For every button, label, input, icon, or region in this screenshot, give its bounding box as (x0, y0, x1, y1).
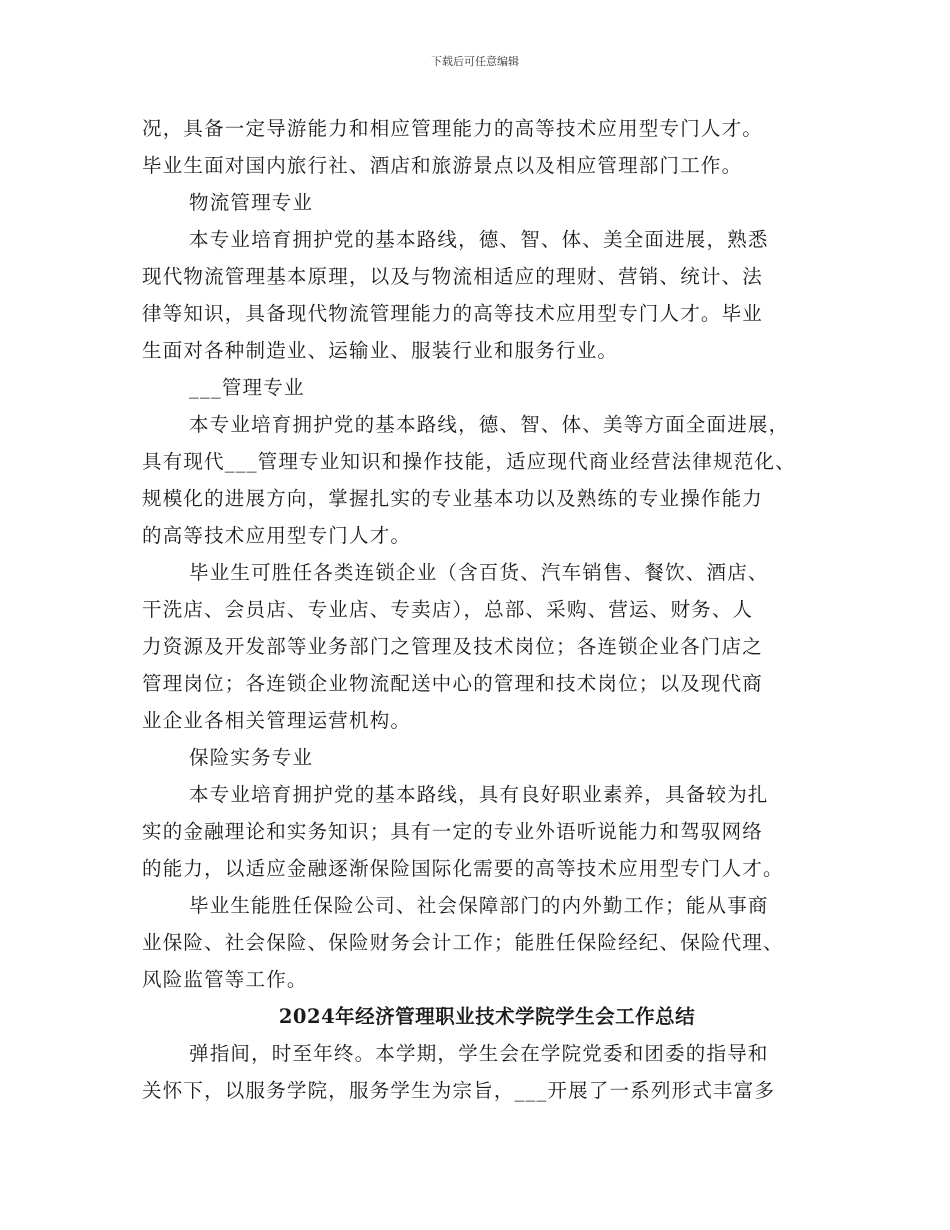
text-line: 干洗店、会员店、专业店、专卖店），总部、采购、营运、财务、人 (142, 598, 754, 621)
text-line: 况，具备一定导游能力和相应管理能力的高等技术应用型专门人才。 (142, 117, 764, 140)
text-line: 弹指间，时至年终。本学期，学生会在学院党委和团委的指导和 (189, 1042, 769, 1065)
text-line: 风险监管等工作。 (142, 968, 308, 991)
text-line: 毕业生可胜任各类连锁企业（含百货、汽车销售、餐饮、酒店、 (189, 561, 769, 584)
text-line: 关怀下，以服务学院，服务学生为宗旨，___开展了一系列形式丰富多 (142, 1079, 776, 1102)
text-line: 律等知识，具备现代物流管理能力的高等技术应用型专门人才。毕业 (142, 302, 764, 325)
text-line: 本专业培育拥护党的基本路线，德、智、体、美等方面全面进展， (189, 413, 790, 436)
text-line: 业企业各相关管理运营机构。 (142, 709, 412, 732)
text-line: 毕业生面对国内旅行社、酒店和旅游景点以及相应管理部门工作。 (142, 154, 743, 177)
document-body (142, 110, 832, 1109)
text-line: 本专业培育拥护党的基本路线，具有良好职业素养，具备较为扎 (189, 783, 769, 806)
page-header: 下载后可任意编辑 (431, 55, 519, 68)
text-line: 毕业生能胜任保险公司、社会保障部门的内外勤工作；能从事商 (189, 894, 769, 917)
text-line: 业保险、社会保险、保险财务会计工作；能胜任保险经纪、保险代理、 (142, 931, 784, 954)
text-line: 保险实务专业 (189, 746, 314, 769)
text-line: ___管理专业 (189, 376, 305, 399)
document-title: 2024年经济管理职业技术学院学生会工作总结 (278, 1005, 696, 1028)
text-line: 的能力，以适应金融逐渐保险国际化需要的高等技术应用型专门人才。 (142, 857, 784, 880)
text-line: 规模化的进展方向，掌握扎实的专业基本功以及熟练的专业操作能力 (142, 487, 764, 510)
text-line: 本专业培育拥护党的基本路线，德、智、体、美全面进展，熟悉 (189, 228, 769, 251)
text-line: 生面对各种制造业、运输业、服装行业和服务行业。 (142, 339, 619, 362)
text-line: 管理岗位；各连锁企业物流配送中心的管理和技术岗位；以及现代商 (142, 672, 764, 695)
text-line: 具有现代___管理专业知识和操作技能，适应现代商业经营法律规范化、 (142, 450, 796, 473)
text-line: 力资源及开发部等业务部门之管理及技术岗位；各连锁企业各门店之 (142, 635, 764, 658)
text-line: 实的金融理论和实务知识；具有一定的专业外语听说能力和驾驭网络 (142, 820, 764, 843)
text-line: 物流管理专业 (189, 191, 314, 214)
text-line: 的高等技术应用型专门人才。 (142, 524, 412, 547)
text-line: 现代物流管理基本原理，以及与物流相适应的理财、营销、统计、法 (142, 265, 764, 288)
